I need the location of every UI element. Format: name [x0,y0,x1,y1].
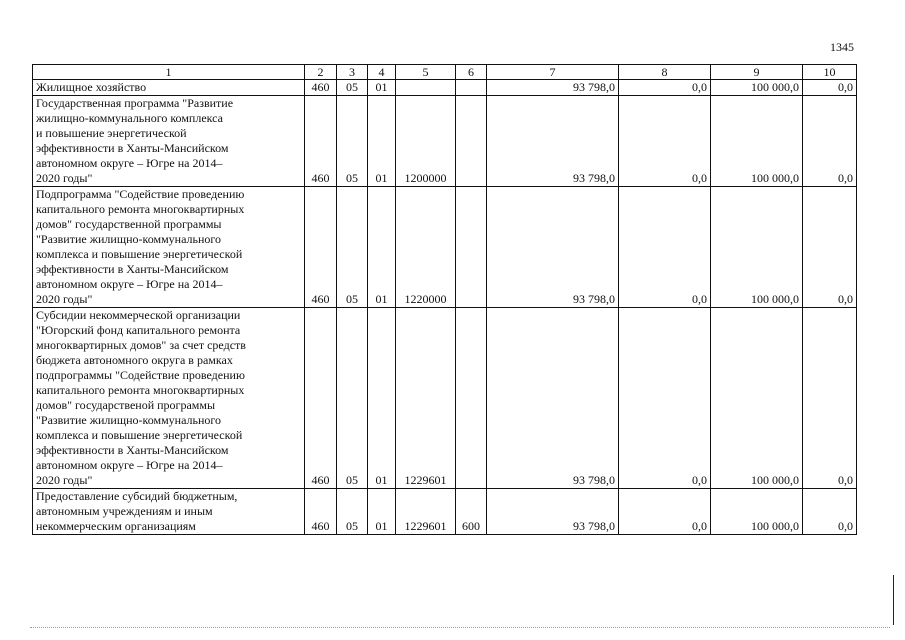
row-cell: 93 798,0 [487,80,619,96]
row-cell: 460 [305,187,337,308]
row-cell: 0,0 [803,187,857,308]
row-name-cell: Предоставление субсидий бюджетным, автономным учреждениям и иным некоммерческим организациям [33,489,305,535]
row-cell: 100 000,0 [711,187,803,308]
row-cell: 460 [305,489,337,535]
row-cell: 1220000 [396,187,456,308]
row-cell: 93 798,0 [487,96,619,187]
column-header: 4 [368,65,396,80]
scan-edge-mark [893,575,894,625]
row-cell: 460 [305,96,337,187]
row-cell [456,80,487,96]
row-cell: 93 798,0 [487,489,619,535]
table-row [33,489,857,535]
row-name-cell: Подпрограмма "Содействие проведению капитального ремонта многоквартирных домов" государственной программы "Развитие жилищно-коммунального комплекса и повышение энергетической эффективности в Ханты-Мансийском автономном округе – Югре на 2014– 2020 годы" [33,187,305,308]
page-number: 1345 [830,40,854,54]
row-cell: 05 [337,96,368,187]
row-cell: 100 000,0 [711,80,803,96]
row-cell: 0,0 [619,80,711,96]
column-header: 7 [487,65,619,80]
row-cell: 0,0 [619,308,711,489]
column-header: 5 [396,65,456,80]
column-header: 1 [33,65,305,80]
column-header: 6 [456,65,487,80]
column-header: 8 [619,65,711,80]
row-cell: 0,0 [803,308,857,489]
row-cell: 93 798,0 [487,187,619,308]
row-cell: 01 [368,80,396,96]
row-cell: 01 [368,489,396,535]
row-cell: 0,0 [803,80,857,96]
row-cell: 460 [305,80,337,96]
column-header: 10 [803,65,857,80]
table-row [33,308,857,489]
row-cell: 01 [368,187,396,308]
column-header: 3 [337,65,368,80]
row-name-cell: Жилищное хозяйство [33,80,305,96]
row-cell: 0,0 [803,96,857,187]
row-cell: 1229601 [396,489,456,535]
row-cell: 01 [368,96,396,187]
header-row [33,65,857,80]
budget-table [32,64,857,535]
row-name-cell: Субсидии некоммерческой организации "Югорский фонд капитального ремонта многоквартирных домов" за счет средств бюджета автономного округа в рамках подпрограммы "Содействие проведению капитального ремонта многоквартирных домов" государственой программы "Развитие жилищно-коммунального комплекса и повышение энергетической эффективности в Ханты-Мансийском автономном округе – Югре на 2014– 2020 годы" [33,308,305,489]
row-cell: 100 000,0 [711,96,803,187]
scan-edge-divider [30,627,890,629]
row-cell: 05 [337,489,368,535]
table-row [33,96,857,187]
row-cell: 05 [337,187,368,308]
row-cell: 600 [456,489,487,535]
row-cell: 1229601 [396,308,456,489]
row-cell [396,80,456,96]
row-cell: 05 [337,80,368,96]
row-cell [456,96,487,187]
row-name-cell: Государственная программа "Развитие жилищно-коммунального комплекса и повышение энергетической эффективности в Ханты-Мансийском автономном округе – Югре на 2014– 2020 годы" [33,96,305,187]
row-cell: 0,0 [803,489,857,535]
row-cell: 0,0 [619,489,711,535]
row-cell [456,187,487,308]
row-cell [456,308,487,489]
row-cell: 100 000,0 [711,308,803,489]
table-row [33,187,857,308]
row-cell: 100 000,0 [711,489,803,535]
row-cell: 93 798,0 [487,308,619,489]
row-cell: 0,0 [619,96,711,187]
row-cell: 0,0 [619,187,711,308]
column-header: 2 [305,65,337,80]
table-row [33,80,857,96]
row-cell: 460 [305,308,337,489]
column-header: 9 [711,65,803,80]
row-cell: 05 [337,308,368,489]
row-cell: 01 [368,308,396,489]
row-cell: 1200000 [396,96,456,187]
